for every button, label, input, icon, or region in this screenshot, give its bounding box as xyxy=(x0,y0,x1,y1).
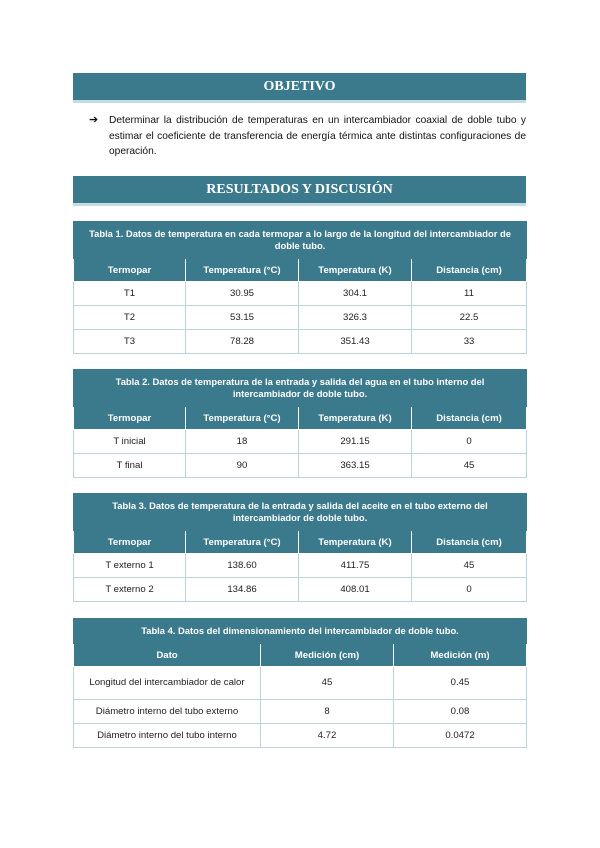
table-cell: Longitud del intercambiador de calor xyxy=(74,667,261,700)
table-row xyxy=(74,306,527,330)
table-row xyxy=(74,282,527,306)
col-header: Temperatura (K) xyxy=(299,407,412,430)
table-cell: T1 xyxy=(74,282,186,306)
table-cell: 138.60 xyxy=(186,554,299,578)
table-row xyxy=(74,554,527,578)
tabla-2 xyxy=(73,369,527,478)
col-header: Temperatura (K) xyxy=(299,259,412,282)
table-cell: 304.1 xyxy=(299,282,412,306)
tabla-4 xyxy=(73,618,527,748)
table-cell: 8 xyxy=(261,700,394,724)
col-header: Temperatura (°C) xyxy=(186,407,299,430)
table-row xyxy=(74,578,527,602)
col-header: Temperatura (K) xyxy=(299,531,412,554)
table-cell: Diámetro interno del tubo interno xyxy=(74,724,261,748)
table-cell: 363.15 xyxy=(299,454,412,478)
table-cell: 18 xyxy=(186,430,299,454)
table-cell: 351.43 xyxy=(299,330,412,354)
col-header: Temperatura (°C) xyxy=(186,531,299,554)
col-header: Termopar xyxy=(74,407,186,430)
tabla-2-caption: Tabla 2. Datos de temperatura de la entrada y salida del agua en el tubo interno del intercambiador de doble tubo. xyxy=(74,370,527,407)
table-cell: Diámetro interno del tubo externo xyxy=(74,700,261,724)
table-cell: 134.86 xyxy=(186,578,299,602)
tabla-4-caption: Tabla 4. Datos del dimensionamiento del intercambiador de doble tubo. xyxy=(74,619,527,644)
table-cell: 45 xyxy=(261,667,394,700)
table-cell: T final xyxy=(74,454,186,478)
table-cell: T externo 1 xyxy=(74,554,186,578)
table-row xyxy=(74,724,527,748)
col-header: Medición (m) xyxy=(394,644,527,667)
tabla-1 xyxy=(73,221,527,354)
table-cell: 53.15 xyxy=(186,306,299,330)
table-cell: T3 xyxy=(74,330,186,354)
table-cell: T externo 2 xyxy=(74,578,186,602)
col-header: Termopar xyxy=(74,531,186,554)
table-cell: 411.75 xyxy=(299,554,412,578)
tabla-3 xyxy=(73,493,527,602)
table-cell: 408.01 xyxy=(299,578,412,602)
col-header: Distancia (cm) xyxy=(412,259,527,282)
table-cell: 45 xyxy=(412,554,527,578)
arrow-icon: ➔ xyxy=(89,114,99,126)
table-cell: 0.45 xyxy=(394,667,527,700)
resultados-heading: RESULTADOS Y DISCUSIÓN xyxy=(73,176,526,206)
col-header: Medición (cm) xyxy=(261,644,394,667)
table-row xyxy=(74,700,527,724)
col-header: Temperatura (°C) xyxy=(186,259,299,282)
table-cell: 326.3 xyxy=(299,306,412,330)
table-row xyxy=(74,430,527,454)
objective-bullet xyxy=(89,113,526,160)
table-cell: 22.5 xyxy=(412,306,527,330)
col-header: Dato xyxy=(74,644,261,667)
col-header: Distancia (cm) xyxy=(412,407,527,430)
objective-text: Determinar la distribución de temperaturas en un intercambiador coaxial de doble tubo y estimar el coeficiente de transferencia de energía térmica ante distintas configuraciones de operación. xyxy=(109,115,526,157)
table-cell: 45 xyxy=(412,454,527,478)
table-cell: 0.0472 xyxy=(394,724,527,748)
table-cell: 4.72 xyxy=(261,724,394,748)
table-cell: T inicial xyxy=(74,430,186,454)
table-cell: 78.28 xyxy=(186,330,299,354)
table-cell: 33 xyxy=(412,330,527,354)
table-cell: T2 xyxy=(74,306,186,330)
col-header: Distancia (cm) xyxy=(412,531,527,554)
table-cell: 11 xyxy=(412,282,527,306)
table-row xyxy=(74,454,527,478)
table-cell: 0 xyxy=(412,430,527,454)
objetivo-heading: OBJETIVO xyxy=(73,73,526,103)
tabla-3-caption: Tabla 3. Datos de temperatura de la entrada y salida del aceite en el tubo externo del intercambiador de doble tubo. xyxy=(74,494,527,531)
table-cell: 291.15 xyxy=(299,430,412,454)
table-cell: 0 xyxy=(412,578,527,602)
col-header: Termopar xyxy=(74,259,186,282)
table-row xyxy=(74,667,527,700)
table-row xyxy=(74,330,527,354)
table-cell: 90 xyxy=(186,454,299,478)
tabla-1-caption: Tabla 1. Datos de temperatura en cada termopar a lo largo de la longitud del intercambiador de doble tubo. xyxy=(74,222,527,259)
table-cell: 0.08 xyxy=(394,700,527,724)
table-cell: 30.95 xyxy=(186,282,299,306)
